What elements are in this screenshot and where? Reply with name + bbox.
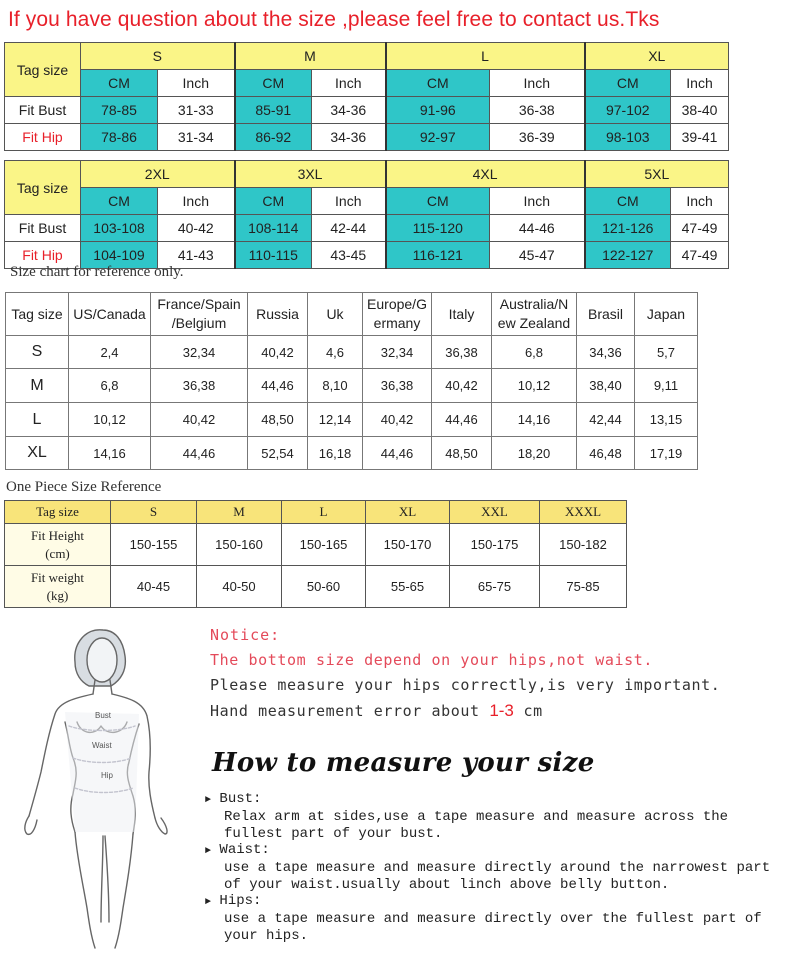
size-table-s-to-xl	[4, 42, 729, 151]
cell: 78-86	[81, 124, 158, 151]
table-row	[5, 97, 729, 124]
size-cell: S	[6, 336, 69, 369]
cell: 14,16	[492, 403, 577, 437]
cell: 36-38	[490, 97, 585, 124]
column-header: Italy	[432, 293, 492, 336]
instruction-waist	[205, 842, 770, 894]
cell: 10,12	[492, 369, 577, 403]
cell: 121-126	[585, 215, 671, 242]
cell: 42,44	[577, 403, 635, 437]
cell: 103-108	[81, 215, 158, 242]
inch-header: Inch	[490, 70, 585, 97]
cell: 40-50	[197, 566, 282, 608]
notice-line	[210, 701, 543, 721]
row-label-unit: (cm)	[45, 545, 70, 561]
size-cell: L	[6, 403, 69, 437]
cell: 116-121	[386, 242, 490, 269]
cell: 40,42	[248, 336, 308, 369]
waist-label: Waist	[92, 741, 112, 750]
column-header: XL	[366, 501, 450, 524]
cell: 6,8	[69, 369, 151, 403]
cell: 45-47	[490, 242, 585, 269]
column-header: L	[282, 501, 366, 524]
cell: 38-40	[671, 97, 729, 124]
cell: 98-103	[585, 124, 671, 151]
size-cell: M	[6, 369, 69, 403]
cell: 44-46	[490, 215, 585, 242]
size-cell: XL	[6, 437, 69, 470]
column-header: Tag size	[6, 293, 69, 336]
cm-header: CM	[235, 188, 312, 215]
cell: 46,48	[577, 437, 635, 470]
cell: 44,46	[363, 437, 432, 470]
column-header: M	[197, 501, 282, 524]
cell: 44,46	[432, 403, 492, 437]
error-range: 1-3	[489, 701, 514, 720]
bust-label: Bust	[95, 711, 112, 720]
cell: 44,46	[151, 437, 248, 470]
cell: 16,18	[308, 437, 363, 470]
cell: 110-115	[235, 242, 312, 269]
cell: 65-75	[450, 566, 540, 608]
cell: 42-44	[312, 215, 386, 242]
cell: 12,14	[308, 403, 363, 437]
size-header: S	[81, 43, 235, 70]
cell: 2,4	[69, 336, 151, 369]
column-header: Australia/N ew Zealand	[492, 293, 577, 336]
international-size-table	[5, 292, 698, 470]
size-header: L	[386, 43, 585, 70]
cell: 31-34	[158, 124, 235, 151]
cell: 48,50	[432, 437, 492, 470]
arrow-icon: ►	[205, 846, 212, 857]
column-header: S	[111, 501, 197, 524]
inch-header: Inch	[158, 70, 235, 97]
cell: 32,34	[363, 336, 432, 369]
reference-note: Size chart for reference only.	[10, 264, 184, 280]
body-measurement-figure	[15, 622, 195, 962]
cell: 38,40	[577, 369, 635, 403]
instruction-line: use a tape measure and measure directly around the narrowest part	[224, 860, 771, 876]
cell: 8,10	[308, 369, 363, 403]
cell: 150-155	[111, 524, 197, 566]
inch-header: Inch	[671, 70, 729, 97]
cell: 40,42	[151, 403, 248, 437]
cell: 13,15	[635, 403, 698, 437]
cell: 32,34	[151, 336, 248, 369]
size-header: 5XL	[585, 161, 729, 188]
cell: 40,42	[432, 369, 492, 403]
cell: 43-45	[312, 242, 386, 269]
one-piece-note: One Piece Size Reference	[6, 479, 162, 495]
one-piece-size-table	[4, 500, 627, 608]
inch-header: Inch	[158, 188, 235, 215]
contact-banner: If you have question about the size ,please feel free to contact us.Tks	[8, 8, 660, 31]
row-label	[5, 566, 111, 608]
cell: 150-182	[540, 524, 627, 566]
instruction-head: Waist:	[219, 842, 270, 858]
cell: 10,12	[69, 403, 151, 437]
cell: 91-96	[386, 97, 490, 124]
row-label	[5, 524, 111, 566]
cell: 92-97	[386, 124, 490, 151]
instruction-head: Bust:	[219, 791, 262, 807]
instruction-bust	[205, 791, 728, 843]
table-row	[5, 524, 627, 566]
cm-header: CM	[81, 70, 158, 97]
column-header: Uk	[308, 293, 363, 336]
table-row	[5, 215, 729, 242]
table-row	[6, 437, 698, 470]
cell: 4,6	[308, 336, 363, 369]
column-header: Japan	[635, 293, 698, 336]
cell: 40-42	[158, 215, 235, 242]
cell: 36-39	[490, 124, 585, 151]
cell: 36,38	[363, 369, 432, 403]
cm-header: CM	[386, 188, 490, 215]
instruction-line: fullest part of your bust.	[224, 826, 443, 842]
cell: 104-109	[81, 242, 158, 269]
cell: 78-85	[81, 97, 158, 124]
column-header: Tag size	[5, 501, 111, 524]
column-header: Russia	[248, 293, 308, 336]
instruction-line: use a tape measure and measure directly over the fullest part of	[224, 911, 762, 927]
notice-line: The bottom size depend on your hips,not waist.	[210, 651, 654, 669]
table-row	[6, 369, 698, 403]
unit-text: cm	[523, 702, 543, 720]
row-label: Fit Hip	[5, 242, 81, 269]
cell: 85-91	[235, 97, 312, 124]
notice-title: Notice:	[210, 626, 281, 644]
size-header: XL	[585, 43, 729, 70]
table-row	[5, 566, 627, 608]
cell: 9,11	[635, 369, 698, 403]
cell: 17,19	[635, 437, 698, 470]
cell: 44,46	[248, 369, 308, 403]
inch-header: Inch	[671, 188, 729, 215]
instruction-line: Relax arm at sides,use a tape measure and measure across the	[224, 809, 729, 825]
cell: 55-65	[366, 566, 450, 608]
cell: 86-92	[235, 124, 312, 151]
cell: 150-165	[282, 524, 366, 566]
cm-header: CM	[81, 188, 158, 215]
cell: 150-170	[366, 524, 450, 566]
arrow-icon: ►	[205, 897, 212, 908]
column-header: XXXL	[540, 501, 627, 524]
row-label-line: Fit Height	[30, 527, 85, 543]
row-label: Fit Bust	[5, 215, 81, 242]
column-header: Europe/G ermany	[363, 293, 432, 336]
cell: 150-160	[197, 524, 282, 566]
notice-text: Hand measurement error about	[210, 702, 480, 720]
cell: 14,16	[69, 437, 151, 470]
cell: 6,8	[492, 336, 577, 369]
table-row	[6, 403, 698, 437]
cell: 108-114	[235, 215, 312, 242]
cell: 34,36	[577, 336, 635, 369]
hip-label: Hip	[101, 771, 114, 780]
cell: 40,42	[363, 403, 432, 437]
inch-header: Inch	[490, 188, 585, 215]
cell: 5,7	[635, 336, 698, 369]
howto-title: How to measure your size	[212, 748, 595, 778]
cell: 52,54	[248, 437, 308, 470]
cell: 40-45	[111, 566, 197, 608]
table-row	[6, 336, 698, 369]
cell: 31-33	[158, 97, 235, 124]
column-header: US/Canada	[69, 293, 151, 336]
tag-size-label: Tag size	[5, 161, 81, 215]
row-label: Fit Bust	[5, 97, 81, 124]
cell: 36,38	[151, 369, 248, 403]
size-header: 3XL	[235, 161, 386, 188]
cell: 36,38	[432, 336, 492, 369]
inch-header: Inch	[312, 70, 386, 97]
size-header: 4XL	[386, 161, 585, 188]
table-row	[5, 124, 729, 151]
cell: 50-60	[282, 566, 366, 608]
size-header: M	[235, 43, 386, 70]
cell: 47-49	[671, 242, 729, 269]
cell: 34-36	[312, 124, 386, 151]
instruction-hips	[205, 893, 762, 945]
cell: 34-36	[312, 97, 386, 124]
cm-header: CM	[386, 70, 490, 97]
cell: 122-127	[585, 242, 671, 269]
cm-header: CM	[585, 188, 671, 215]
cell: 150-175	[450, 524, 540, 566]
cell: 48,50	[248, 403, 308, 437]
cell: 18,20	[492, 437, 577, 470]
row-label-unit: (kg)	[46, 587, 69, 603]
instruction-line: your hips.	[224, 928, 309, 944]
cell: 41-43	[158, 242, 235, 269]
column-header: France/Spain /Belgium	[151, 293, 248, 336]
size-header: 2XL	[81, 161, 235, 188]
cm-header: CM	[585, 70, 671, 97]
cell: 75-85	[540, 566, 627, 608]
column-header: Brasil	[577, 293, 635, 336]
instruction-head: Hips:	[219, 893, 262, 909]
cell: 97-102	[585, 97, 671, 124]
instruction-line: of your waist.usually about linch above belly button.	[224, 877, 670, 893]
inch-header: Inch	[312, 188, 386, 215]
row-label-line: Fit weight	[30, 569, 85, 585]
cell: 47-49	[671, 215, 729, 242]
cell: 115-120	[386, 215, 490, 242]
cell: 39-41	[671, 124, 729, 151]
column-header: XXL	[450, 501, 540, 524]
size-table-2xl-to-5xl	[4, 160, 729, 269]
notice-line: Please measure your hips correctly,is very important.	[210, 676, 721, 694]
tag-size-label: Tag size	[5, 43, 81, 97]
cm-header: CM	[235, 70, 312, 97]
row-label: Fit Hip	[5, 124, 81, 151]
arrow-icon: ►	[205, 795, 212, 806]
